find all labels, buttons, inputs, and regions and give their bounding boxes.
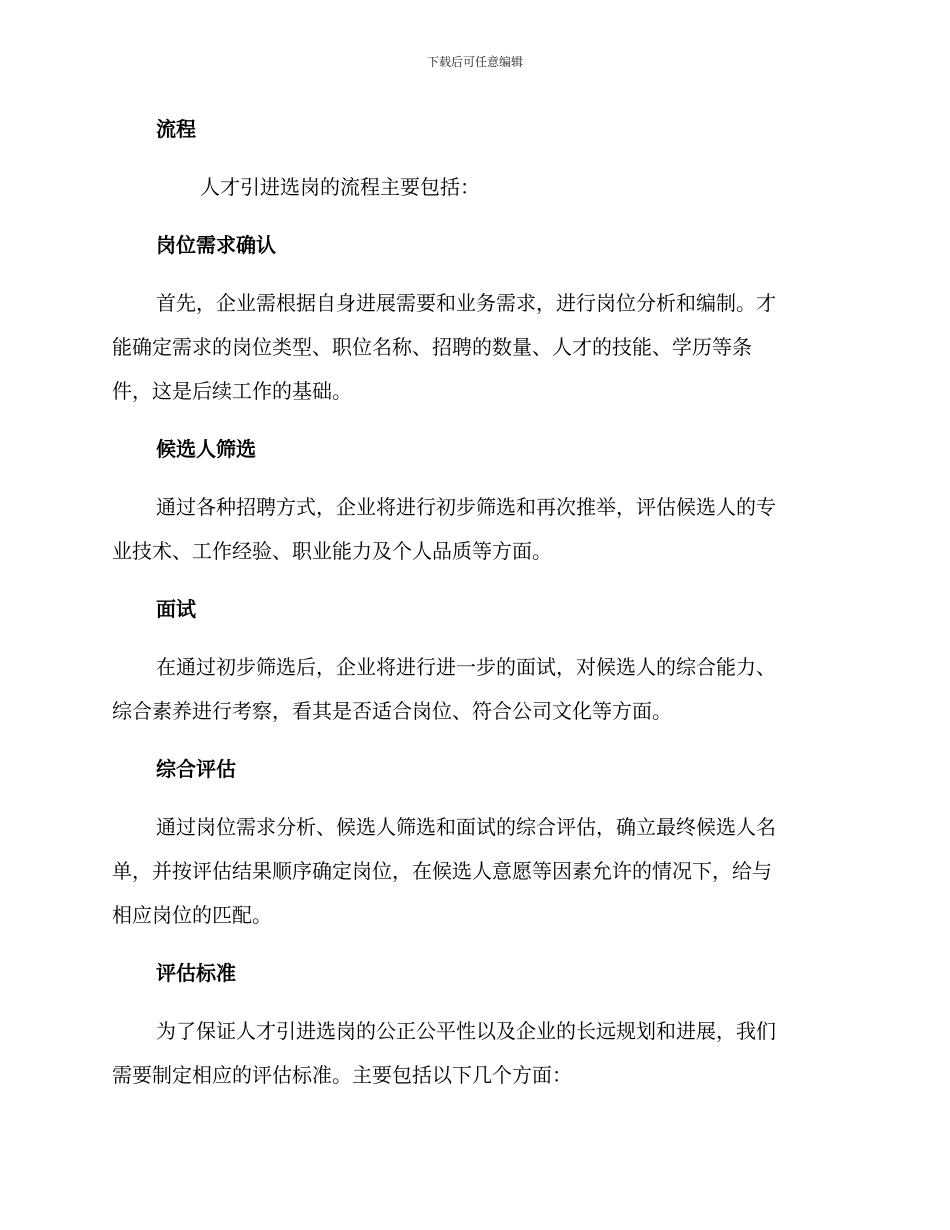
paragraph-candidate-screening [112,485,832,573]
paragraph-line: 能确定需求的岗位类型、职位名称、招聘的数量、人才的技能、学历等条 [112,335,752,359]
section-title-interview: 面试 [156,597,196,621]
paragraph-line: 通过各种招聘方式，企业将进行初步筛选和再次推举，评估候选人的专 [156,495,776,519]
section-title-evaluation-criteria: 评估标准 [156,961,236,985]
paragraph-line: 人才引进选岗的流程主要包括： [200,175,480,199]
page-header: 下载后可任意编辑 [426,55,523,69]
paragraph-line: 综合素养进行考察，看其是否适合岗位、符合公司文化等方面。 [112,699,672,723]
document-body [112,107,832,1111]
paragraph-line: 需要制定相应的评估标准。主要包括以下几个方面： [112,1063,572,1087]
section-title-candidate-screening: 候选人筛选 [156,437,256,461]
paragraph-line: 业技术、工作经验、职业能力及个人品质等方面。 [112,539,552,563]
paragraph-comprehensive-evaluation [112,805,832,937]
section-title-flow: 流程 [156,117,196,141]
paragraph-line: 单，并按评估结果顺序确定岗位，在候选人意愿等因素允许的情况下，给与 [112,859,772,883]
paragraph-evaluation-criteria [112,1009,832,1097]
paragraph-interview [112,645,832,733]
paragraph-line: 件，这是后续工作的基础。 [112,379,352,403]
section-title-comprehensive-evaluation: 综合评估 [156,757,236,781]
paragraph-position-demand [112,281,832,413]
paragraph-line: 在通过初步筛选后，企业将进行进一步的面试，对候选人的综合能力、 [156,655,776,679]
flow-intro [112,165,832,209]
paragraph-line: 首先，企业需根据自身进展需要和业务需求，进行岗位分析和编制。才 [156,291,776,315]
paragraph-line: 相应岗位的匹配。 [112,903,272,927]
paragraph-line: 为了保证人才引进选岗的公正公平性以及企业的长远规划和进展，我们 [156,1019,776,1043]
section-title-position-demand: 岗位需求确认 [156,233,276,257]
paragraph-line: 通过岗位需求分析、候选人筛选和面试的综合评估，确立最终候选人名 [156,815,776,839]
